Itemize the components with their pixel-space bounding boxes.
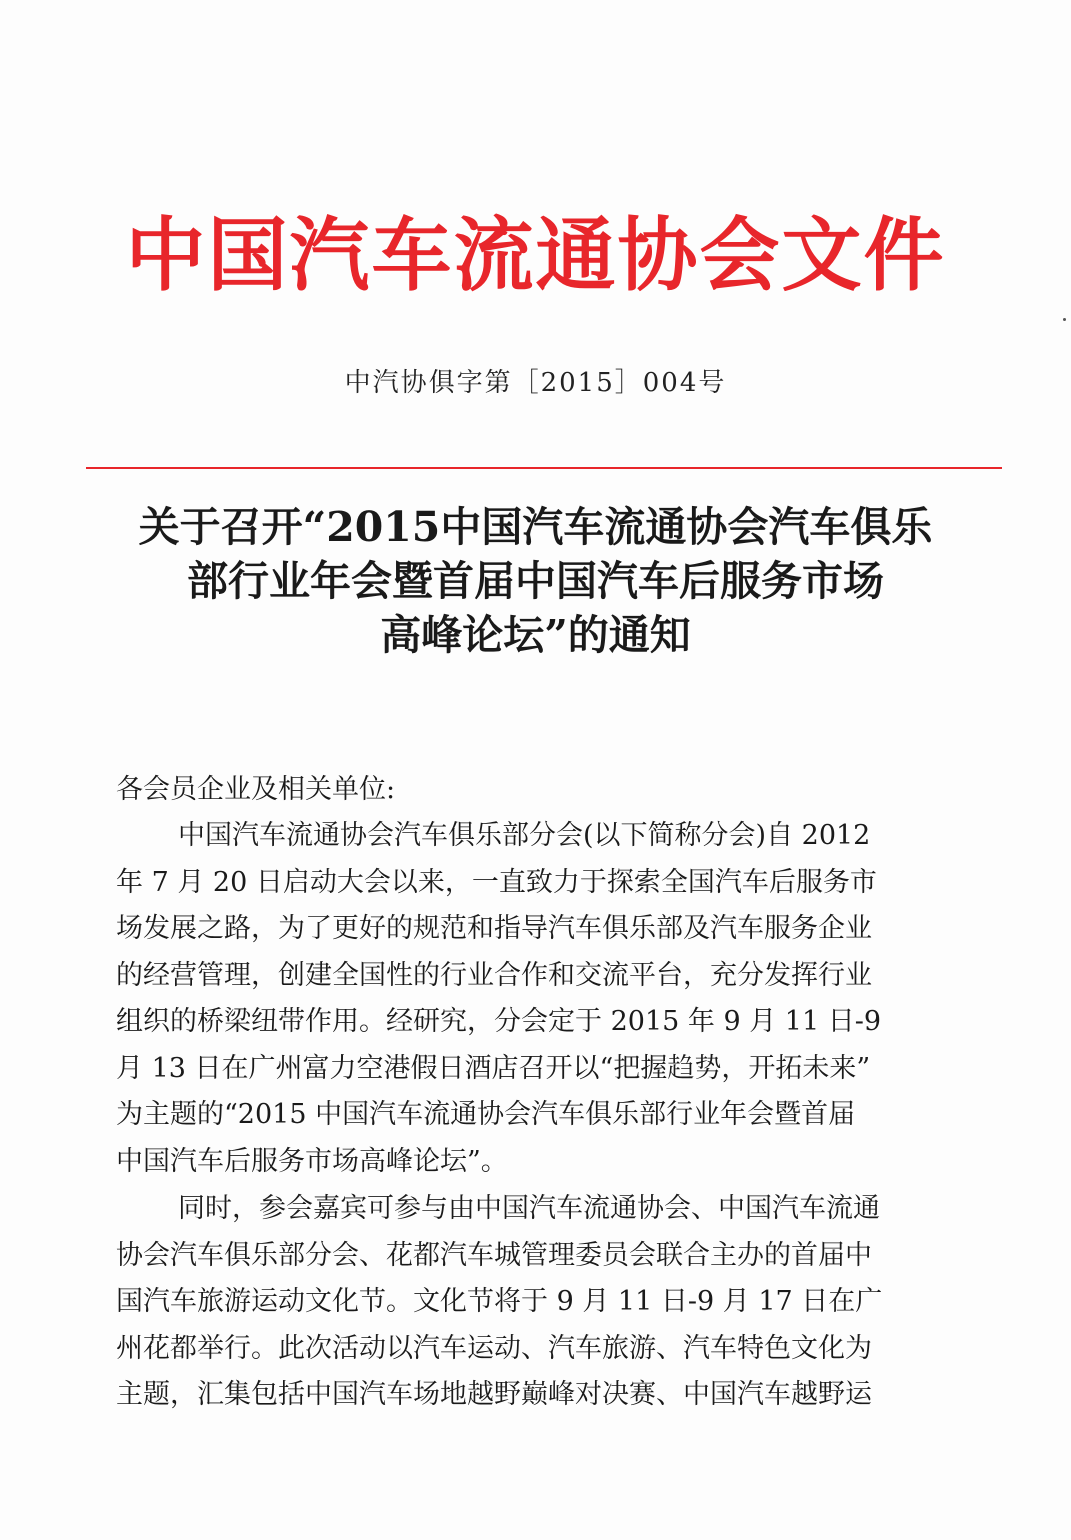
paragraph-line: 的经营管理，创建全国性的行业合作和交流平台，充分发挥行业 — [116, 959, 872, 991]
scan-speck — [1063, 318, 1066, 321]
notice-title-line: 部行业年会暨首届中国汽车后服务市场 — [187, 557, 884, 605]
paragraph-line: 同时，参会嘉宾可参与由中国汽车流通协会、中国汽车流通 — [178, 1193, 880, 1224]
notice-title-line: 关于召开“2015中国汽车流通协会汽车俱乐 — [138, 503, 933, 551]
paragraph-line: 州花都举行。此次活动以汽车运动、汽车旅游、汽车特色文化为 — [116, 1332, 872, 1364]
document-number: 中汽协俱字第［2015］004号 — [344, 368, 727, 398]
paragraph-line: 月 13 日在广州富力空港假日酒店召开以“把握趋势，开拓未来” — [116, 1052, 871, 1084]
red-divider-line — [86, 467, 1002, 469]
paragraph-line: 中国汽车流通协会汽车俱乐部分会(以下简称分会)自 2012 — [178, 820, 871, 851]
notice-title-line: 高峰论坛”的通知 — [380, 611, 691, 659]
paragraph-line: 组织的桥梁纽带作用。经研究，分会定于 2015 年 9 月 11 日-9 — [116, 1006, 882, 1037]
paragraph-line: 协会汽车俱乐部分会、花都汽车城管理委员会联合主办的首届中 — [116, 1239, 872, 1271]
document-header-title: 中国汽车流通协会文件 — [125, 208, 946, 302]
paragraph-line: 中国汽车后服务市场高峰论坛”。 — [116, 1145, 508, 1177]
notice-title — [60, 500, 1011, 662]
paragraph-line: 国汽车旅游运动文化节。文化节将于 9 月 11 日-9 月 17 日在广 — [116, 1286, 883, 1317]
paragraph-line: 年 7 月 20 日启动大会以来，一直致力于探索全国汽车后服务市 — [116, 866, 877, 898]
salutation: 各会员企业及相关单位: — [116, 774, 396, 805]
paragraph-1 — [116, 813, 966, 1185]
paragraph-line: 为主题的“2015 中国汽车流通协会汽车俱乐部行业年会暨首届 — [116, 1099, 856, 1130]
paragraph-2 — [116, 1186, 966, 1419]
paragraph-line: 主题，汇集包括中国汽车场地越野巅峰对决赛、中国汽车越野运 — [116, 1379, 872, 1410]
paragraph-line: 场发展之路，为了更好的规范和指导汽车俱乐部及汽车服务企业 — [116, 913, 872, 944]
